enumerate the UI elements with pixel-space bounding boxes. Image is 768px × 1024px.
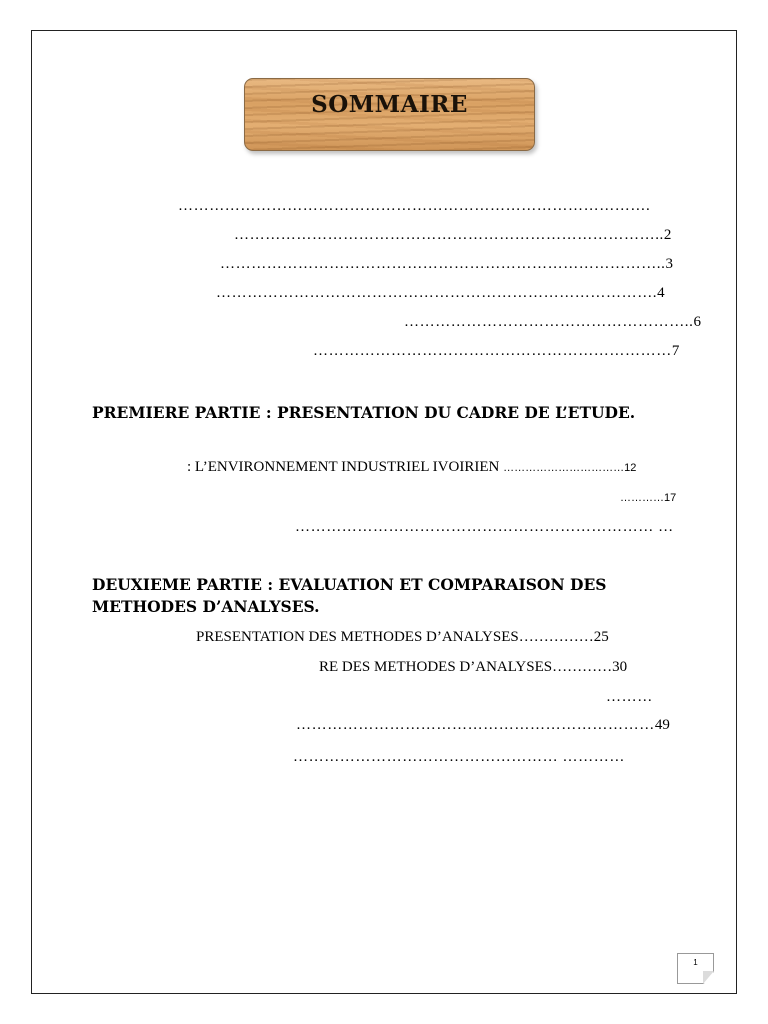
page-frame xyxy=(31,30,737,994)
toc-leader: ……………………………………………………………………….. xyxy=(234,227,664,243)
page-number: 1 xyxy=(693,958,698,967)
toc-page-number: 17 xyxy=(664,492,677,504)
toc-leader: ………… xyxy=(620,492,664,504)
entry-label: …………………………………………………………… … xyxy=(295,519,674,535)
toc-page-number: 12 xyxy=(624,462,637,474)
toc-entry xyxy=(220,255,673,273)
toc-page-number: 25 xyxy=(593,629,609,645)
toc-entry xyxy=(178,197,650,215)
toc-leader: …………………………… xyxy=(503,462,625,474)
toc-entry xyxy=(216,284,665,302)
part1-entry xyxy=(187,458,636,477)
toc-page-number: 4 xyxy=(657,285,665,301)
part2-entry xyxy=(606,688,653,706)
toc-leader: …………………………………………………………… xyxy=(296,717,655,733)
part2-entry xyxy=(196,628,609,646)
part2-entry xyxy=(319,658,627,676)
entry-label: PRESENTATION DES METHODES D’ANALYSES xyxy=(196,629,519,645)
toc-page-number: 6 xyxy=(693,314,701,330)
part1-entry xyxy=(620,488,676,507)
toc-leader: …………………………………………………………………………. xyxy=(216,285,658,301)
toc-leader: ……… xyxy=(606,689,653,705)
toc-leader: …………………………………………… ………… xyxy=(293,749,625,765)
part2-entry xyxy=(293,748,625,766)
toc-page-number: 3 xyxy=(665,256,673,272)
entry-label: : L’ENVIRONNEMENT INDUSTRIEL IVOIRIEN xyxy=(187,459,504,475)
part1-entry xyxy=(295,518,674,536)
part2-heading: DEUXIEME PARTIE : EVALUATION ET COMPARAISON DES METHODES D’ANALYSES. xyxy=(92,575,607,616)
document-title: SOMMAIRE xyxy=(311,91,468,118)
toc-leader: ……………………………………………….. xyxy=(404,314,694,330)
toc-entry xyxy=(313,342,679,360)
toc-page-number: 7 xyxy=(671,343,680,359)
toc-entry xyxy=(404,313,701,331)
part1-heading: PREMIERE PARTIE : PRESENTATION DU CADRE DE L’ETUDE. xyxy=(92,403,636,422)
toc-entry xyxy=(234,226,671,244)
toc-leader: ………… xyxy=(552,659,613,675)
toc-leader: ………………………………………………………………………………. xyxy=(178,198,651,214)
part2-entry xyxy=(296,716,670,734)
toc-leader: …………… xyxy=(518,629,594,645)
toc-page-number: 49 xyxy=(654,717,670,733)
title-banner xyxy=(244,78,535,151)
toc-page-number: 2 xyxy=(663,227,672,243)
toc-page-number: 30 xyxy=(612,659,628,675)
toc-leader: ………………………………………………………………………….. xyxy=(220,256,666,272)
entry-label: RE DES METHODES D’ANALYSES xyxy=(319,659,553,675)
toc-leader: …………………………………………………………… xyxy=(313,343,672,359)
